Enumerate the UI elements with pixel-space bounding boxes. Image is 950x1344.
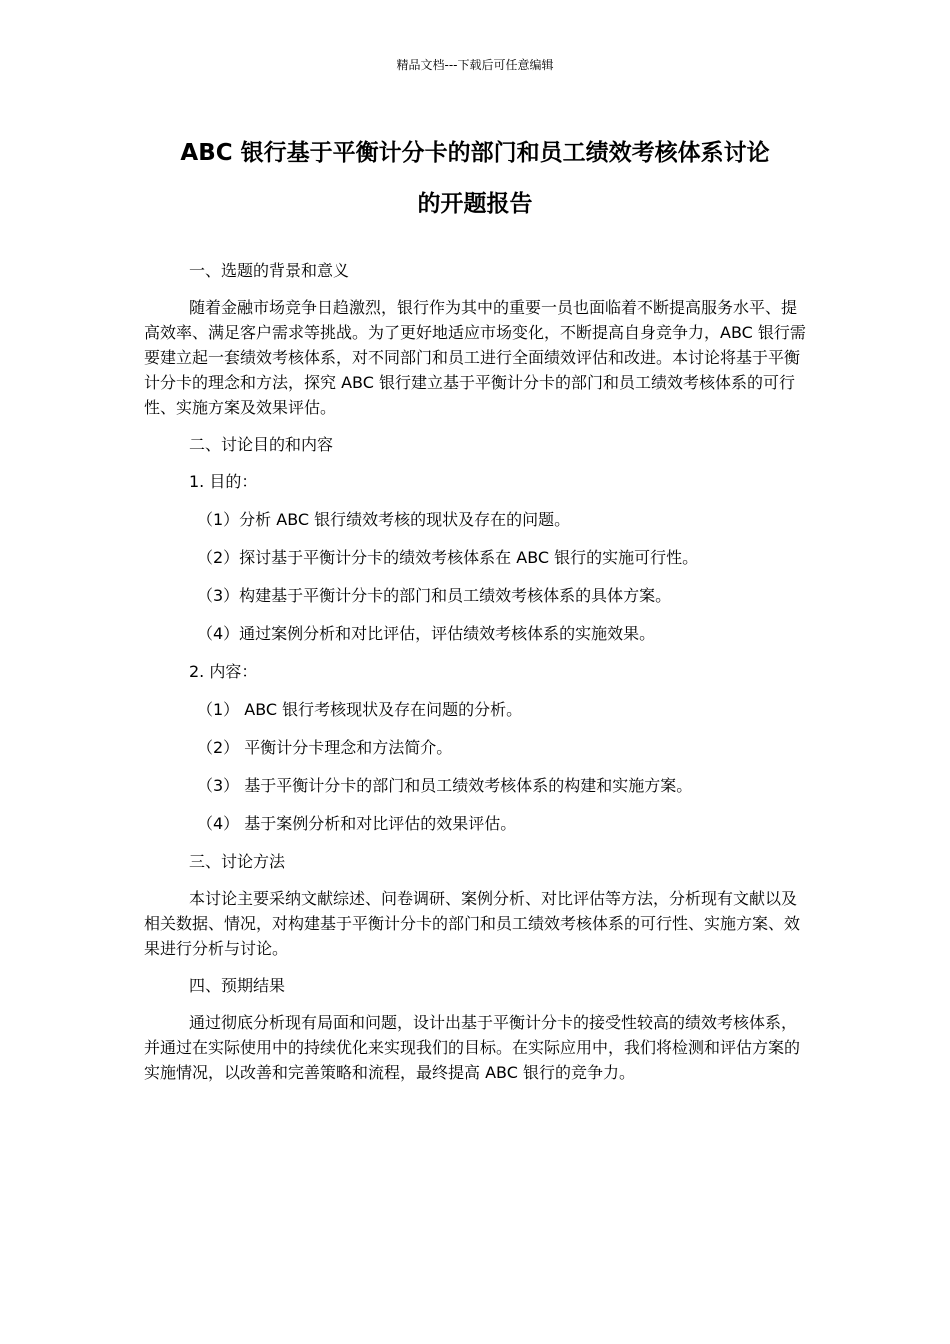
content-label: 2. 内容：: [189, 662, 258, 681]
goals-label: 1. 目的：: [189, 472, 258, 491]
document-body: [144, 258, 808, 1097]
goal-item: （2）探讨基于平衡计分卡的绩效考核体系在 ABC 银行的实施可行性。: [197, 548, 699, 567]
expected-results-paragraph: 通过彻底分析现有局面和问题，设计出基于平衡计分卡的接受性较高的绩效考核体系，并通过在实际使用中的持续优化来实现我们的目标。在实际应用中，我们将检测和评估方案的实施情况，以改善和完善策略和流程，最终提高 ABC 银行的竞争力。: [144, 1013, 801, 1082]
document-title-line1: ABC 银行基于平衡计分卡的部门和员工绩效考核体系讨论: [180, 140, 770, 166]
methods-paragraph: 本讨论主要采纳文献综述、问卷调研、案例分析、对比评估等方法，分析现有文献以及相关数据、情况，对构建基于平衡计分卡的部门和员工绩效考核体系的可行性、实施方案、效果进行分析与讨论。: [144, 889, 801, 958]
section-heading-background: 一、选题的背景和意义: [189, 261, 350, 280]
section-heading-goals-content: 二、讨论目的和内容: [189, 435, 334, 454]
section-heading-methods: 三、讨论方法: [189, 852, 286, 871]
header-note: 精品文档---下载后可任意编辑: [396, 58, 554, 72]
background-paragraph: 随着金融市场竞争日趋激烈，银行作为其中的重要一员也面临着不断提高服务水平、提高效率、满足客户需求等挑战。为了更好地适应市场变化，不断提高自身竞争力，ABC 银行需要建立起一套绩效考核体系，对不同部门和员工进行全面绩效评估和改进。本讨论将基于平衡计分卡的理念和方法，探究 ABC 银行建立基于平衡计分卡的部门和员工绩效考核体系的可行性、实施方案及效果评估。: [144, 298, 806, 417]
goal-item: （4）通过案例分析和对比评估，评估绩效考核体系的实施效果。: [197, 624, 656, 643]
document-title-line2: 的开题报告: [417, 191, 533, 217]
goal-item: （1）分析 ABC 银行绩效考核的现状及存在的问题。: [197, 510, 571, 529]
content-item: （4） 基于案例分析和对比评估的效果评估。: [197, 814, 517, 833]
content-item: （1） ABC 银行考核现状及存在问题的分析。: [197, 700, 523, 719]
goal-item: （3）构建基于平衡计分卡的部门和员工绩效考核体系的具体方案。: [197, 586, 672, 605]
content-item: （3） 基于平衡计分卡的部门和员工绩效考核体系的构建和实施方案。: [197, 776, 693, 795]
content-item: （2） 平衡计分卡理念和方法简介。: [197, 738, 453, 757]
section-heading-expected-results: 四、预期结果: [189, 976, 286, 995]
